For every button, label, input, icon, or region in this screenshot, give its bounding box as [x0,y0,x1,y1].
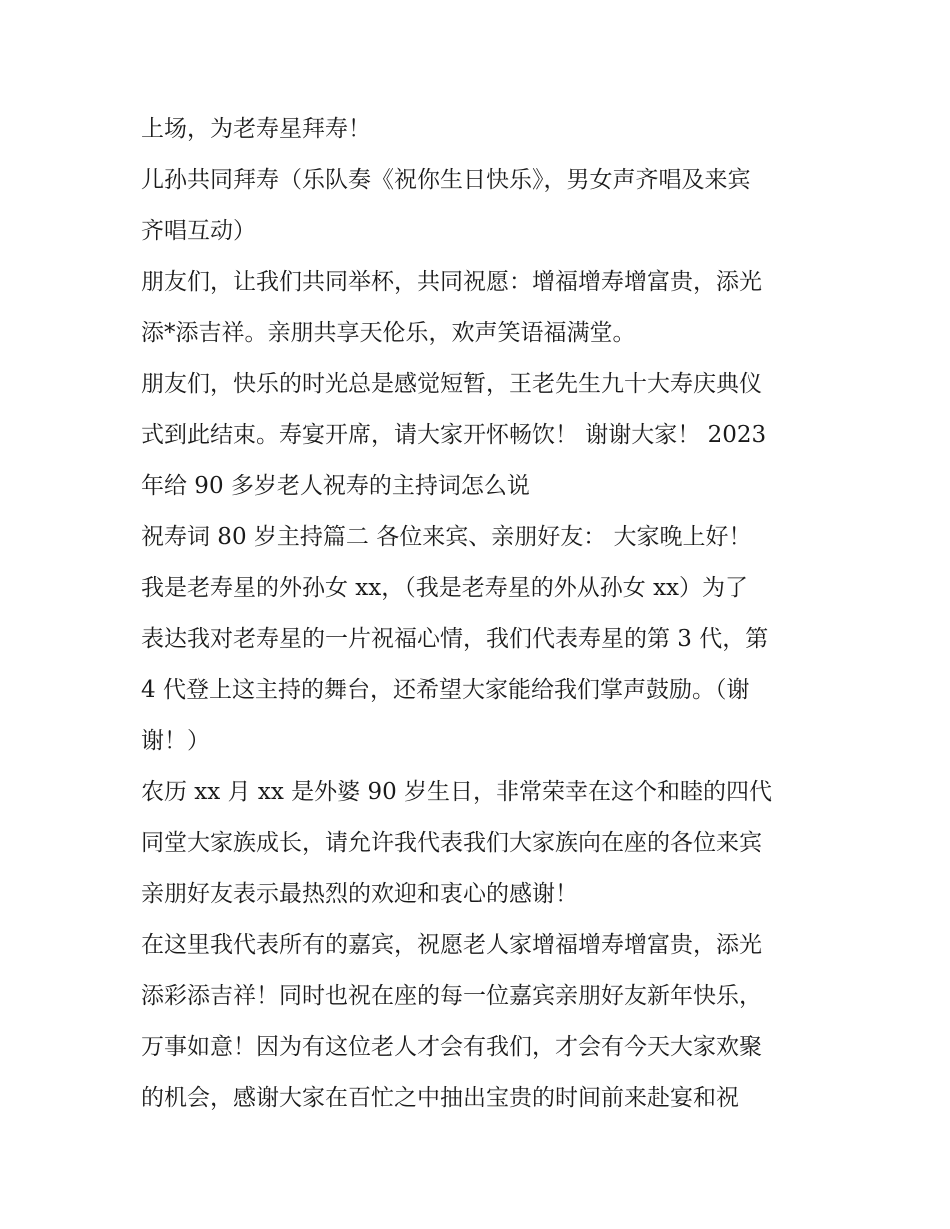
text-line: 亲朋好友表示最热烈的欢迎和衷心的感谢！ [141,881,578,907]
text-line: 我是老寿星的外孙女 xx，（我是老寿星的外从孙女 xx）为了 [141,575,749,601]
text-line: 添彩添吉祥！同时也祝在座的每一位嘉宾亲朋好友新年快乐， [141,983,762,1009]
text-line: 上场，为老寿星拜寿！ [141,116,371,142]
text-line: 年给 90 多岁老人祝寿的主持词怎么说 [141,473,530,499]
text-line: 式到此结束。寿宴开席，请大家开怀畅饮！ 谢谢大家！ 2023 [141,422,767,448]
text-line: 万事如意！因为有这位老人才会有我们，才会有今天大家欢聚 [141,1034,762,1060]
text-line: 朋友们，快乐的时光总是感觉短暂，王老先生九十大寿庆典仪 [141,371,762,397]
text-line: 儿孙共同拜寿（乐队奏《祝你生日快乐》，男女声齐唱及来宾 [141,167,751,193]
text-line: 祝寿词 80 岁主持篇二 各位来宾、亲朋好友： 大家晚上好！ [141,524,752,550]
text-line: 在这里我代表所有的嘉宾，祝愿老人家增福增寿增富贵，添光 [141,932,762,958]
text-line: 的机会，感谢大家在百忙之中抽出宝贵的时间前来赴宴和祝 [141,1085,739,1111]
text-line: 4 代登上这主持的舞台，还希望大家能给我们掌声鼓励。（谢 [141,677,750,703]
text-line: 添*添吉祥。亲朋共享天伦乐，欢声笑语福满堂。 [141,320,636,346]
document-body [141,104,821,1124]
text-line: 谢！） [141,728,210,754]
text-line: 齐唱互动） [141,218,256,244]
text-line: 朋友们，让我们共同举杯，共同祝愿：增福增寿增富贵，添光 [141,269,762,295]
text-line: 表达我对老寿星的一片祝福心情，我们代表寿星的第 3 代，第 [141,626,769,652]
text-line: 同堂大家族成长，请允许我代表我们大家族向在座的各位来宾 [141,830,762,856]
text-line: 农历 xx 月 xx 是外婆 90 岁生日，非常荣幸在这个和睦的四代 [141,779,773,805]
